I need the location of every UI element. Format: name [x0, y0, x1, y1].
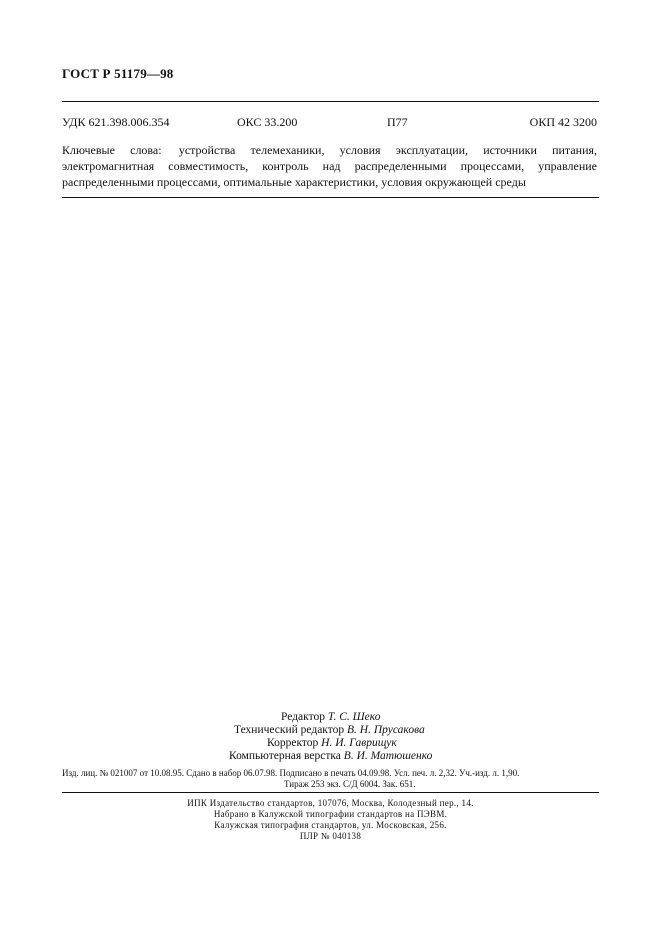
oks-code: ОКС 33.200 — [237, 115, 298, 129]
okp-code: ОКП 42 3200 — [529, 115, 597, 129]
imprint-line-2: Тираж 253 экз. С/Д 6004. Зак. 651. — [284, 779, 416, 789]
publisher-line-4: ПЛР № 040138 — [299, 831, 362, 841]
keywords-label: Ключевые слова: — [62, 143, 162, 157]
staff-role: Редактор — [281, 711, 325, 723]
publisher-line-2: Набрано в Калужской типографии стандартов на ПЭВМ. — [213, 809, 448, 819]
staff-tech-editor — [234, 724, 425, 736]
udk-code: УДК 621.398.006.354 — [62, 115, 170, 129]
staff-role: Корректор — [267, 737, 319, 749]
document-code: ГОСТ Р 51179—98 — [62, 66, 174, 81]
staff-editor — [281, 711, 380, 723]
staff-role: Компьютерная верстка — [229, 750, 341, 762]
staff-layout — [229, 750, 432, 762]
staff-name: Н. И. Гаврищук — [321, 737, 397, 749]
group-code: П77 — [387, 115, 408, 129]
top-rule — [62, 101, 599, 102]
publisher-line-3: Калужская типография стандартов, ул. Московская, 256. — [214, 820, 447, 830]
keywords-rule — [62, 197, 599, 198]
keywords-text: устройства телемеханики, условия эксплуатации, источники питания, электромагнитная совместимость, контроль над распределенными процессами, управление распределенными процессами, оптимальные характеристики, условия окружающей среды — [62, 143, 598, 189]
publisher-line-1: ИПК Издательство стандартов, 107076, Москва, Колодезный пер., 14. — [187, 798, 474, 808]
staff-name: Т. С. Шеко — [327, 711, 381, 723]
staff-name: В. Н. Прусакова — [347, 724, 425, 736]
staff-role: Технический редактор — [234, 724, 345, 736]
keywords-paragraph — [62, 142, 597, 190]
imprint-rule — [62, 792, 599, 793]
staff-name: В. И. Матюшенко — [343, 750, 433, 762]
imprint-line-1: Изд. лиц. № 021007 от 10.08.95. Сдано в набор 06.07.98. Подписано в печать 04.09.98. Усл. печ. л. 2,32. Уч.-изд. л. 1,90. — [62, 768, 520, 778]
staff-corrector — [267, 737, 397, 749]
